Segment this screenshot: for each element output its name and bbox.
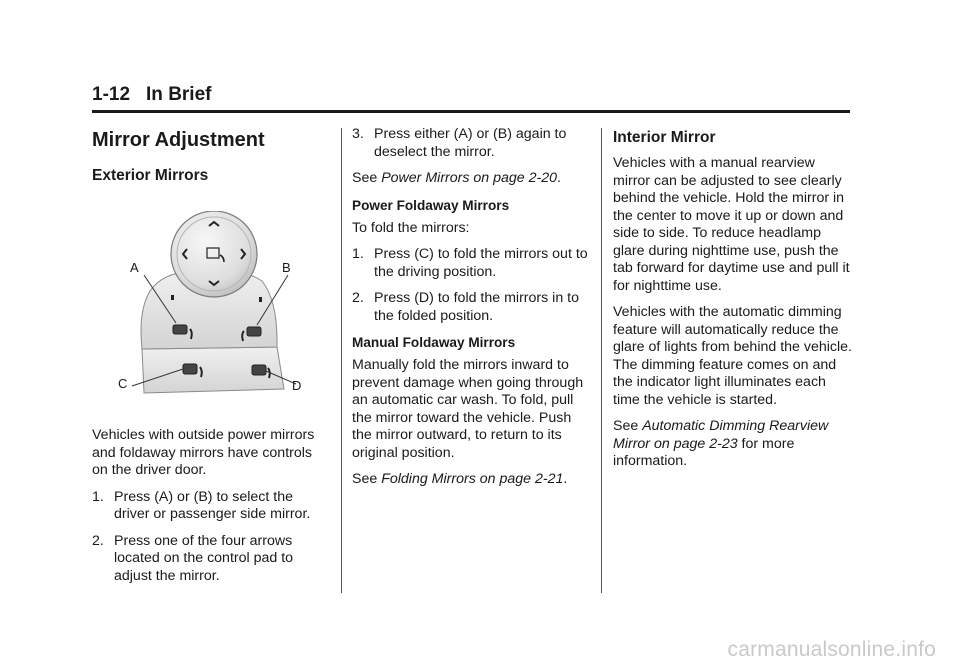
- see-power-mirrors: See Power Mirrors on page 2-20.: [352, 170, 561, 186]
- switch-a: [173, 325, 187, 334]
- power-foldaway-heading: Power Foldaway Mirrors: [352, 197, 510, 213]
- interior-mirror-heading: Interior Mirror: [613, 129, 716, 146]
- label-a: A: [130, 260, 139, 275]
- cross-reference-link[interactable]: Folding Mirrors on page 2-21: [381, 471, 564, 487]
- column-divider: [341, 128, 342, 593]
- list-item: 2. Press one of the four arrows located on the control pad to adjust the mirror.: [92, 532, 294, 584]
- column-divider: [601, 128, 602, 593]
- cross-reference-link[interactable]: Automatic Dimming Rearview Mirror on page 2-23: [613, 418, 829, 452]
- switch-c: [183, 364, 197, 374]
- page-number: 1-12: [92, 84, 131, 105]
- manual-foldaway-heading: Manual Foldaway Mirrors: [352, 335, 516, 350]
- manual-foldaway-body: Manually fold the mirrors inward to prevent damage when going through an automatic car wash. To fold, pull the mirror toward the vehicle. Push the mirror outward, to return to its original position.: [352, 357, 584, 461]
- label-b: B: [282, 260, 291, 275]
- see-folding-mirrors: See Folding Mirrors on page 2-21.: [352, 471, 568, 487]
- column-1: [92, 126, 330, 594]
- see-auto-dimming: See Automatic Dimming Rearview Mirror on page 2-23 for more information.: [613, 418, 829, 469]
- exterior-intro: Vehicles with outside power mirrors and foldaway mirrors have controls on the driver door.: [92, 427, 315, 478]
- interior-mirror-p2: Vehicles with the automatic dimming feature will automatically reduce the glare of lights from behind the vehicle. The dimming feature comes on and the indicator light illuminates each time the vehicle is started.: [613, 304, 852, 408]
- column-2: [352, 126, 590, 498]
- chapter-title: In Brief: [146, 84, 212, 105]
- label-d: D: [292, 378, 302, 393]
- watermark: carmanualsonline.info: [727, 638, 936, 661]
- page-header: [92, 84, 850, 113]
- list-item: 2. Press (D) to fold the mirrors in to the folded position.: [352, 290, 579, 324]
- column-3: [613, 126, 853, 480]
- label-c: C: [118, 376, 128, 391]
- list-item: 3. Press either (A) or (B) again to deselect the mirror.: [352, 126, 567, 160]
- list-item: 1. Press (C) to fold the mirrors out to the driving position.: [352, 246, 588, 280]
- cross-reference-link[interactable]: Power Mirrors on page 2-20: [381, 170, 558, 186]
- exterior-mirrors-heading: Exterior Mirrors: [92, 167, 209, 184]
- switch-d: [252, 365, 266, 375]
- section-title: Mirror Adjustment: [92, 129, 265, 151]
- interior-mirror-p1: Vehicles with a manual rearview mirror can be adjusted to see clearly behind the vehicle. Hold the mirror in the center to move it up or down and side to side. To reduce headlamp glare during nighttime use, push the tab forward for daytime use and pull it for nighttime use.: [613, 155, 850, 294]
- power-foldaway-intro: To fold the mirrors:: [352, 219, 470, 236]
- list-item: 1. Press (A) or (B) to select the driver or passenger side mirror.: [92, 488, 311, 522]
- header-rule: [92, 110, 850, 113]
- mirror-control-illustration: [92, 211, 330, 411]
- switch-b: [247, 327, 261, 336]
